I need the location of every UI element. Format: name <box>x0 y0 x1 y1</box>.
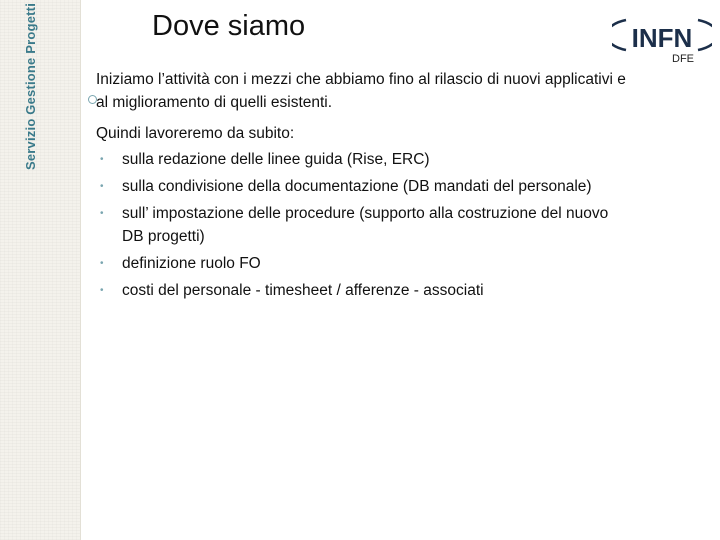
list-item <box>96 279 626 302</box>
sidebar-label: Servizio Gestione Progetti <box>23 2 38 170</box>
list-item-text: definizione ruolo FO <box>122 255 261 272</box>
logo-subtitle: DFE <box>672 53 694 65</box>
list-item <box>96 148 626 171</box>
list-item-text: sull’ impostazione delle procedure (supporto alla costruzione del nuovo DB progetti) <box>122 205 609 245</box>
bullet-icon: • <box>100 285 104 296</box>
bullet-icon: • <box>100 258 104 269</box>
bullet-icon: • <box>100 181 104 192</box>
list-item <box>96 175 626 198</box>
bullet-icon: • <box>100 154 104 165</box>
list-item <box>96 202 626 248</box>
intro-paragraph: Iniziamo l’attività con i mezzi che abbiamo fino al rilascio di nuovi applicativi e al miglioramento di quelli esistenti. <box>96 71 626 111</box>
lead-line: Quindi lavoreremo da subito: <box>96 125 295 142</box>
logo-text: INFN <box>631 23 693 53</box>
list-item-text: sulla condivisione della documentazione (DB mandati del personale) <box>122 178 592 195</box>
slide-title: Dove siamo <box>152 10 306 42</box>
list-item-text: costi del personale - timesheet / afferenze - associati <box>122 282 484 299</box>
infn-logo <box>612 14 712 56</box>
bullet-list <box>96 148 626 302</box>
content <box>96 68 626 306</box>
list-item-text: sulla redazione delle linee guida (Rise, ERC) <box>122 151 430 168</box>
sidebar <box>0 0 81 540</box>
bullet-icon: • <box>100 208 104 219</box>
list-item <box>96 252 626 275</box>
